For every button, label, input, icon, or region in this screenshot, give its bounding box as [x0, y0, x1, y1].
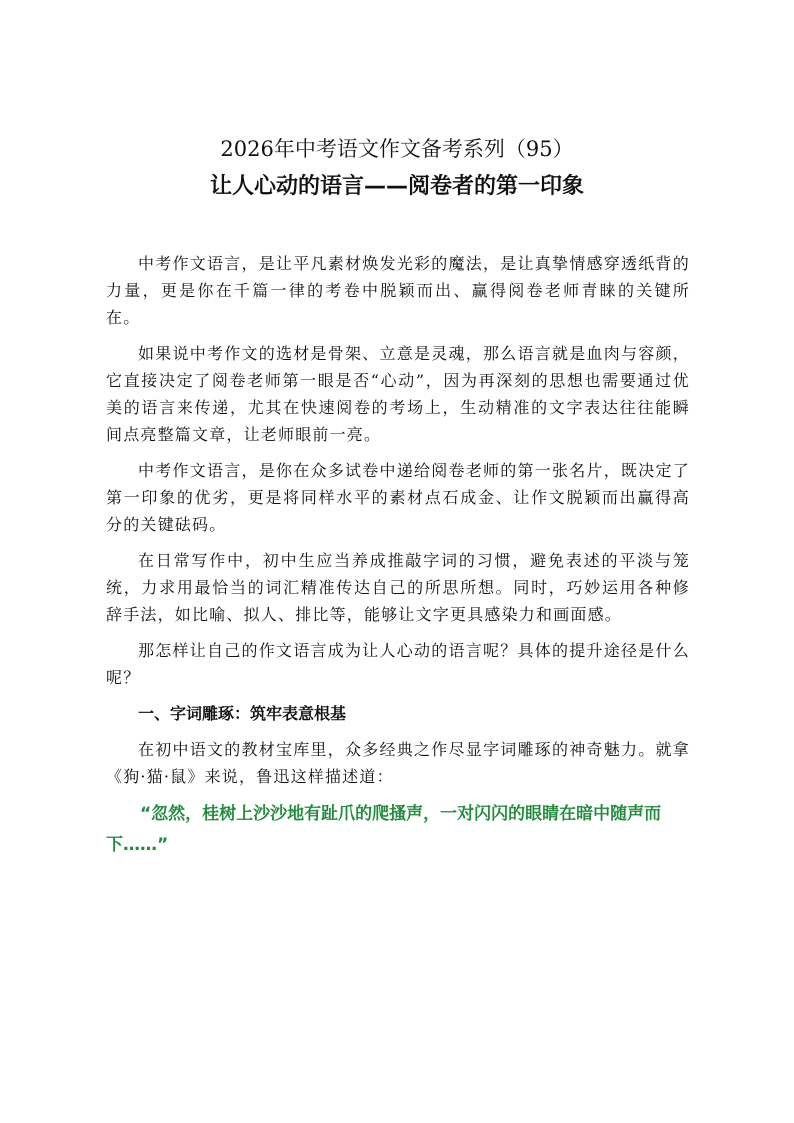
document-subtitle: 让人心动的语言——阅卷者的第一印象 — [209, 174, 584, 199]
section-heading: 一、字词雕琢：筑牢表意根基 — [138, 704, 347, 723]
paragraph-3: 中考作文语言，是你在众多试卷中递给阅卷老师的第一张名片，既决定了第一印象的优劣，更是将同样水平的素材点石成金、让作文脱颖而出赢得高分的关键砝码。 — [106, 461, 690, 534]
quote-text: “忽然，桂树上沙沙地有趾爪的爬搔声，一对闪闪的眼睛在暗中随声而下……” — [106, 804, 662, 855]
section-paragraph: 在初中语文的教材宝库里，众多经典之作尽显字词雕琢的神奇魅力。就拿《狗·猫·鼠》来说，鲁迅这样描述道： — [106, 740, 690, 786]
paragraph-1: 中考作文语言，是让平凡素材焕发光彩的魔法，是让真挚情感穿透纸背的力量，更是你在千篇一律的考卷中脱颖而出、赢得阅卷老师青睐的关键所在。 — [106, 254, 690, 327]
paragraph-4: 在日常写作中，初中生应当养成推敲字词的习惯，避免表述的平淡与笼统，力求用最恰当的词汇精准传达自己的所思所想。同时，巧妙运用各种修辞手法，如比喻、拟人、排比等，能够让文字更具感染力和画面感。 — [106, 551, 690, 624]
document-body — [106, 250, 690, 861]
paragraph-2: 如果说中考作文的选材是骨架、立意是灵魂，那么语言就是血肉与容颜，它直接决定了阅卷老师第一眼是否“心动”，因为再深刻的思想也需要通过优美的语言来传递，尤其在快速阅卷的考场上，生动精准的文字表达往往能瞬间点亮整篇文章，让老师眼前一亮。 — [106, 344, 690, 444]
paragraph-5: 那怎样让自己的作文语言成为让人心动的语言呢？具体的提升途径是什么呢？ — [106, 641, 690, 687]
document-title: 2026年中考语文作文备考系列（95） — [220, 137, 574, 161]
